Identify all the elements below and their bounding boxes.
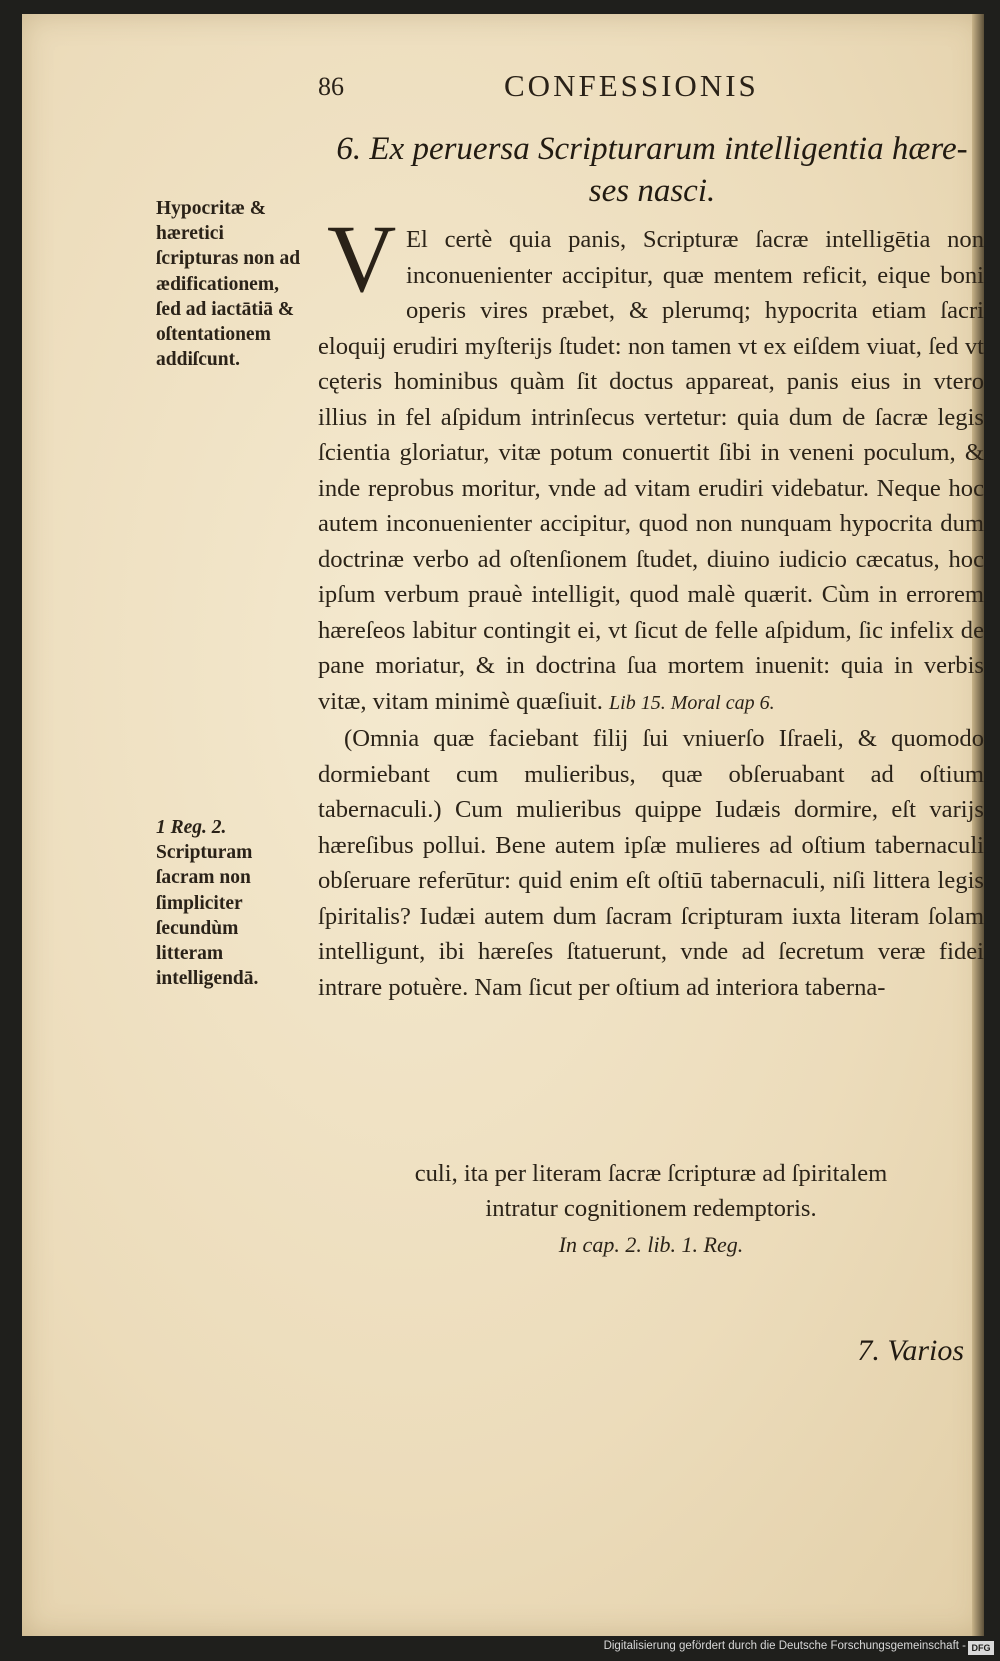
catchword: 7. Varios xyxy=(857,1334,964,1367)
margin-note-reference: 1 Reg. 2. xyxy=(156,817,227,838)
section-number: 6. xyxy=(336,131,362,167)
margin-note-2 xyxy=(156,815,306,991)
footer-bar xyxy=(0,1637,1000,1661)
running-title: CONFESSIONIS xyxy=(504,68,759,103)
margin-note-text: Scripturam ſacram non ſimpliciter ſecundùm litteram intelligendā. xyxy=(156,842,259,990)
funding-credit: Digitalisierung gefördert durch die Deutsche Forschungsgemeinschaft - xyxy=(603,1640,966,1652)
source-reference-2: In cap. 2. lib. 1. Reg. xyxy=(558,1232,744,1257)
dfg-logo: DFG xyxy=(968,1641,994,1655)
source-reference-1: Lib 15. Moral cap 6. xyxy=(609,691,775,714)
margin-note-text: Hypocritæ & hæretici ſcripturas non ad ædificationem, ſed ad iactātiā & oſtentationem addiſcunt. xyxy=(156,198,301,371)
paragraph-1: El certè quia panis, Scripturæ ſacræ intelligētia non inconuenienter accipitur, quæ mentem reficit, eique boni operis vires præbet, & plerumq; hypocrita etiam ſacri eloquij erudiri myſterijs ſtudet: non tamen vt ex eiſdem viuat, ſed vt cęteris hominibus quàm ſit doctus appareat, panis eius in vtero illius in fel aſpidum intrinſecus vertetur: quia dum de ſacræ legis ſcientia gloriatur, vitæ potum conuertit ſibi in veneni poculum, & inde reprobus moritur, vnde ad vitam erudiri videbatur. Neque hoc autem inconuenienter accipitur, quod non nunquam hypocrita dum doctrinæ verbo ad oſtenſionem ſtudet, diuino iudicio cæcatus, hoc ipſum verbum prauè intelligit, quod malè quærit. Cùm in errorem hæreſeos labitur contingit ei, vt ſicut de felle aſpidum, ſic infelix de pane moriatur, & in doctrina ſua mortem inuenit: quia in verbis vitæ, vitam minimè quæſiuit. xyxy=(318,226,984,715)
main-text xyxy=(318,222,984,1005)
paragraph-2: (Omnia quæ faciebant filij ſui vniuerſo Iſraeli, & quomodo dormiebant cum mulieribus, quæ obſeruabant ad oſtium tabernaculi.) Cum mulieribus quippe Iudæis dormire, eſt varijs hæreſibus pollui. Bene autem ipſæ mulieres ad oſtium tabernaculi obſeruare referūtur: quid enim eſt oſtiū tabernaculi, niſi littera legis ſpiritalis? Iudæi autem dum ſacram ſcripturam iuxta literam ſolam intelligunt, ibi hæreſes ſtatuerunt, vnde ad ſecretum veræ fidei intrare potuère. Nam ſicut per oſtium ad interiora taberna- xyxy=(318,725,984,1001)
tail-line-2: intratur cognitionem redemptoris. xyxy=(485,1195,817,1222)
tail-line-1: culi, ita per literam ſacræ ſcripturæ ad ſpiritalem xyxy=(414,1160,888,1187)
margin-note-1 xyxy=(156,196,306,372)
section-heading xyxy=(318,128,986,212)
page-header xyxy=(0,66,1000,116)
drop-cap: V xyxy=(327,205,397,312)
section-title: Ex peruersa Scripturarum intelligentia hære- ses nasci. xyxy=(369,131,968,209)
page-number: 86 xyxy=(318,72,344,101)
